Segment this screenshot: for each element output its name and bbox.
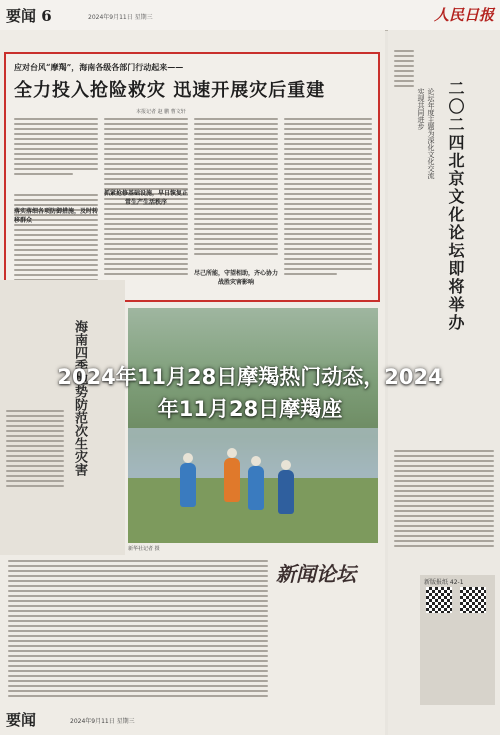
article-byline: 本报记者 赵 鹏 曹文轩 <box>136 109 186 115</box>
rescuer-figure <box>180 463 196 507</box>
ad-label: 新版报纸 42-1 <box>424 579 464 586</box>
rescuer-figure <box>224 458 240 502</box>
qr-code-icon <box>460 587 486 613</box>
issue-date: 2024年9月11日 星期三 <box>88 14 153 21</box>
strip-vertical-headline: 海南四季地势防范次生灾害 <box>72 320 87 476</box>
article-kicker: 应对台风“摩羯”，海南各级各部门行动起来—— <box>14 62 184 72</box>
masthead-logo: 人民日报 <box>433 6 494 24</box>
title-overlay <box>0 355 500 455</box>
advertisement-box <box>420 575 495 705</box>
right-column-body <box>394 50 414 90</box>
calligraphy-column-title: 新闻论坛 <box>276 562 356 586</box>
right-vertical-title: 二〇二四北京文化论坛即将举办 <box>446 80 465 332</box>
page-header <box>0 0 500 31</box>
footer-section-label: 要闻 <box>6 711 37 729</box>
bottom-articles <box>8 560 268 700</box>
right-vertical-subtitle-1: 论坛年度主题为深化文化交流 <box>427 88 435 179</box>
rescuer-figure <box>278 470 294 514</box>
subhead-3: 尽己所能，守望相助，齐心协力战胜灾害影响 <box>194 270 279 286</box>
right-vertical-subtitle-2: 实现共同进步 <box>417 88 425 130</box>
article-headline: 全力投入抢险救灾 迅速开展灾后重建 <box>14 80 326 101</box>
right-column-body-lower <box>394 450 494 550</box>
text-column-4 <box>284 118 372 293</box>
article-body <box>14 118 374 293</box>
text-column-3 <box>194 118 278 293</box>
qr-code-icon <box>426 587 452 613</box>
photo-caption: 新华社记者 摄 <box>128 546 160 552</box>
section-label: 要闻 6 <box>6 7 52 25</box>
highlighted-article[interactable] <box>4 52 380 302</box>
subhead-2: 抓紧抢修基础设施，早日恢复正常生产生活秩序 <box>104 190 189 206</box>
subhead-1: 落实落细各项防御措施，及时转移群众 <box>14 208 99 224</box>
overlay-title: 2024年11月28日摩羯热门动态，2024年11月28日摩羯座 <box>57 365 443 421</box>
footer-date: 2024年9月11日 星期三 <box>70 718 135 725</box>
rescuer-figure <box>248 466 264 510</box>
